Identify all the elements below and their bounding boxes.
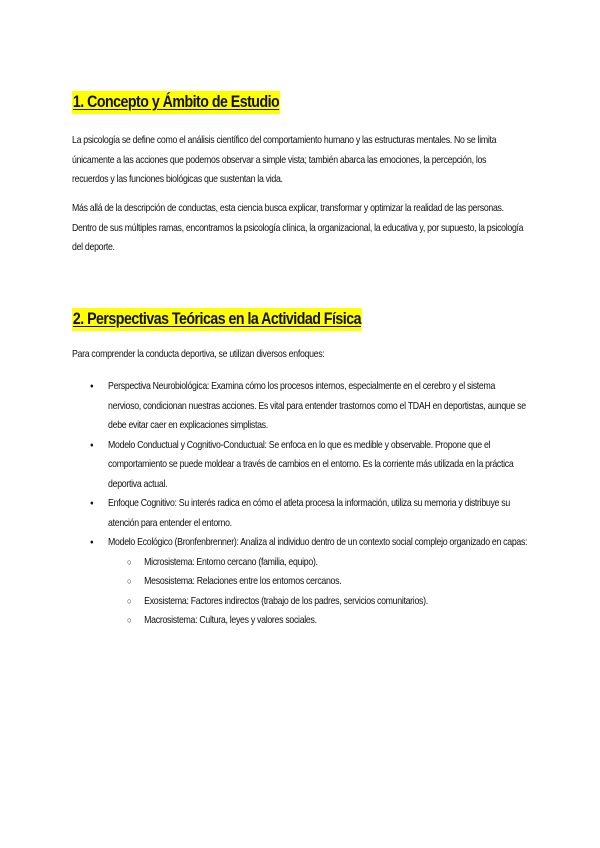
section-1-paragraph-2: Más allá de la descripción de conductas, esta ciencia busca explicar, transformar y optimizar la realidad de las personas. Dentro de sus múltiples ramas, encontramos la psicología clínica, la organizacional, la educativa y, por supuesto, la psicología del deporte. (72, 203, 524, 253)
list-item (90, 533, 529, 631)
section-1-paragraph-1: La psicología se define como el análisis científico del comportamiento humano y las estructuras mentales. No se limita únicamente a las acciones que podemos observar a simple vista; también abarca las emociones, la percepción, los recuerdos y las funciones biológicas que sustentan la vida. (72, 135, 497, 185)
sublist-item: ○ Macrosistema: Cultura, leyes y valores sociales. (108, 611, 529, 631)
sublist-item: ○ Microsistema: Entorno cercano (familia, equipo). (108, 553, 529, 573)
ecological-layers-list (108, 553, 529, 631)
list-item (90, 436, 529, 495)
list-item (90, 494, 529, 533)
list-item-text: Modelo Ecológico (Bronfenbrenner): Analiza al individuo dentro de un contexto social complejo organizado en capas: (108, 537, 528, 548)
list-item-text: Modelo Conductual y Cognitivo-Conductual: Se enfoca en lo que es medible y observable. Propone que el comportamiento se puede moldear a través de cambios en el entorno. Es la corriente más utilizada en la práctica deportiva actual. (108, 439, 514, 490)
section-2-heading (72, 310, 362, 329)
sublist-item: ○ Exosistema: Factores indirectos (trabajo de los padres, servicios comunitarios). (108, 592, 529, 612)
section-2-heading-text: 2. Perspectivas Teóricas en la Actividad Física (72, 308, 362, 331)
section-2-intro: Para comprender la conducta deportiva, se utilizan diversos enfoques: (72, 349, 325, 360)
section-1-heading-text: 1. Concepto y Ámbito de Estudio (72, 91, 280, 114)
section-1-heading (72, 93, 280, 112)
perspectives-list (90, 377, 529, 631)
list-item (90, 377, 529, 436)
list-item-text: Perspectiva Neurobiológica: Examina cómo los procesos internos, especialmente en el cerebro y el sistema nervioso, condicionan nuestras acciones. Es vital para entender trastornos como el TDAH en deportistas, aunque se debe evitar caer en explicaciones simplistas. (108, 381, 526, 431)
sublist-item: ○ Mesosistema: Relaciones entre los entornos cercanos. (108, 572, 529, 592)
list-item-text: Enfoque Cognitivo: Su interés radica en cómo el atleta procesa la información, utiliza su memoria y distribuye su atención para entender el entorno. (108, 498, 510, 529)
